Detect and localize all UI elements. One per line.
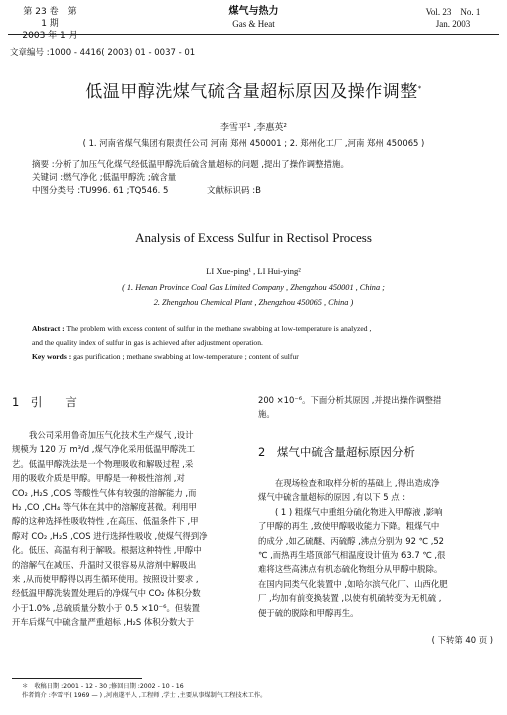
- continued-note: ( 下转第 40 页 ): [431, 635, 493, 645]
- text-line: 化。低压、高温有利于解吸。根据这种特性 ,甲醇中: [12, 545, 202, 556]
- text-line: ( 1 ) 粗煤气中重组分硫化物进入甲醇液 ,影响: [275, 506, 443, 517]
- keywords-en-text: gas purification ; methane swabbing at low-temperature ; content of sulfur: [73, 352, 299, 361]
- header-rule: [8, 34, 499, 35]
- text-line: 艺。低温甲醇洗法是一个物理吸收和解吸过程 ,采: [12, 458, 194, 469]
- text-line: 在国内同类气化装置中 ,如哈尔滨气化厂、山西化肥: [258, 578, 448, 589]
- abstract-en-label: Abstract :: [32, 324, 65, 333]
- text-line: 在现场检查和取样分析的基础上 ,得出造成净: [275, 478, 440, 488]
- footnote-rule: [12, 678, 142, 679]
- keywords-en-label: Key words :: [32, 352, 72, 361]
- title-cn-text: 低温甲醇洗煤气硫含量超标原因及操作调整: [85, 82, 418, 102]
- text-line: 我公司采用鲁奇加压气化技术生产煤气 ,设计: [29, 430, 194, 440]
- right-column-top: [258, 393, 496, 422]
- journal-name-cn: 煤气与热力: [228, 6, 279, 17]
- text-line: 开车后煤气中硫含量严重超标 ,H₂S 体积分数大于: [12, 617, 195, 628]
- text-line: 便于硫的脱除和甲醇再生。: [258, 607, 359, 618]
- journal-volume-issue: [20, 6, 80, 42]
- volume-en-line: Vol. 23 No. 1: [425, 7, 481, 17]
- authors-cn: 李雪平¹ ,李惠英²: [220, 123, 287, 133]
- section-1-heading: 1 引 言: [12, 395, 77, 409]
- issue-date-line: 2003 年 1 月: [22, 31, 78, 41]
- section-2-lines: [258, 476, 496, 620]
- journal-volume-en: [413, 6, 493, 30]
- text-line: 来 ,从而使甲醇得以再生循环使用。按照设计要求 ,: [12, 574, 199, 585]
- title-en: Analysis of Excess Sulfur in Rectisol Process: [135, 230, 372, 245]
- volume-issue-line: 第 23 卷 第 1 期: [23, 7, 77, 29]
- text-line: 200 ×10⁻⁶。下面分析其原因 ,并提出操作调整措: [258, 395, 442, 405]
- footnote-received-date: ＊ 收稿日期 :2001 - 12 - 30 ;修回日期 :2002 - 10 - 16: [22, 683, 184, 690]
- text-line: 用的吸收介质是甲醇。甲醇是一种极性溶剂 ,对: [12, 473, 185, 484]
- article-number: 文章编号 :1000 - 4416( 2003) 01 - 0037 - 01: [10, 48, 196, 58]
- text-line: 厂 ,均加有前变换装置 ,以使有机硫转变为无机硫 ,: [258, 593, 442, 604]
- title-footnote-mark: *: [417, 84, 422, 93]
- section-2-body: [258, 476, 496, 620]
- text-line: 难将这些高沸点有机态硫化物组分从甲醇中脱除。: [258, 564, 443, 575]
- text-line: 醇的这种选择性吸收特性 ,在高压、低温条件下 ,甲: [12, 516, 199, 527]
- affiliation-en-line-1: ( 1. Henan Province Coal Gas Limited Company , Zhengzhou 450001 , China ;: [122, 283, 385, 292]
- journal-name: [190, 6, 317, 30]
- keywords-en: [32, 350, 492, 364]
- text-line: 煤气中硫含量超标的原因 ,有以下 5 点 :: [258, 492, 406, 503]
- affiliation-cn: ( 1. 河南省煤气集团有限责任公司 河南 郑州 450001 ; 2. 郑州化工厂 ,河南 郑州 450065 ): [82, 138, 425, 148]
- text-line: 的成分 ,如乙硫醚、丙硫醇 ,沸点分别为 92 ℃ ,52: [258, 535, 445, 546]
- abstract-en-text-2: and the quality index of sulfur in gas is achieved after adjustment operation.: [32, 338, 263, 347]
- text-line: ℃ ,而热再生塔顶部气相温度设计值为 63.7 ℃ ,很: [258, 550, 446, 561]
- text-line: 了甲醇的再生 ,致使甲醇吸收能力下降。粗煤气中: [258, 521, 440, 532]
- journal-name-en: Gas & Heat: [232, 19, 275, 29]
- text-line: 的溶解气在减压、升温时又很容易从溶剂中解吸出: [12, 559, 197, 570]
- abstract-en: [32, 322, 492, 364]
- footnote: [22, 683, 266, 700]
- right-column-lines: [258, 393, 496, 422]
- text-line: 经低温甲醇洗装置处理后的净煤气中 CO₂ 体积分数: [12, 588, 201, 599]
- classification-number: 中图分类号 :TU996. 61 ;TQ546. 5: [32, 186, 169, 196]
- text-line: CO₂ ,H₂S ,COS 等酸性气体有较强的溶解能力 ,而: [12, 487, 197, 498]
- footnote-author-bio: 作者简介 :李雪平( 1969 — ) ,河南遂平人 ,工程师 ,学士 ,主要从事煤制气工程技术工作。: [22, 691, 267, 699]
- affiliation-en-line-2: 2. Zhengzhou Chemical Plant , Zhengzhou 450065 , China ): [153, 298, 354, 307]
- text-line: 小于1.0% ,总硫质量分数小于 0.5 ×10⁻⁶。但装置: [12, 602, 200, 613]
- document-code: 文献标识码 :B: [207, 186, 261, 196]
- section-2-heading: 2 煤气中硫含量超标原因分析: [258, 445, 415, 459]
- text-line: 施。: [258, 409, 275, 420]
- date-en-line: Jan. 2003: [435, 19, 471, 29]
- title-cn: [0, 77, 507, 102]
- abstract-cn: 摘要 :分析了加压气化煤气经低温甲醇洗后硫含量超标的问题 ,提出了操作调整措施。: [32, 160, 349, 170]
- keywords-cn: 关键词 :燃气净化 ;低温甲醇洗 ;硫含量: [32, 173, 177, 183]
- abstract-en-text-1: The problem with excess content of sulfur in the methane swabbing at low-temperature is analyzed ,: [66, 324, 372, 333]
- abstract-en-line-1: [32, 322, 492, 336]
- text-line: 醇对 CO₂ ,H₂S ,COS 进行选择性吸收 ,使煤气得到净: [12, 530, 208, 541]
- section-1-lines: [12, 428, 248, 630]
- text-line: 规模为 120 万 m³/d ,煤气净化采用低温甲醇洗工: [12, 444, 195, 455]
- section-1-body: [12, 428, 248, 630]
- authors-en: LI Xue-ping¹ , LI Hui-ying²: [206, 266, 301, 276]
- text-line: H₂ ,CO ,CH₄ 等气体在其中的溶解度甚微。利用甲: [12, 502, 197, 513]
